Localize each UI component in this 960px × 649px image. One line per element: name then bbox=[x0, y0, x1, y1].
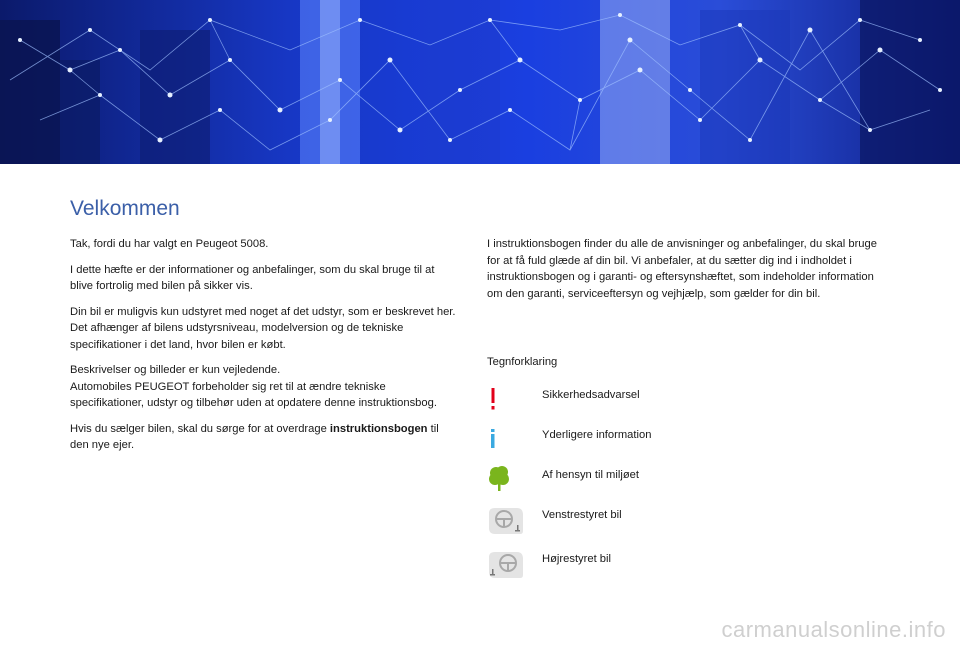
header-image bbox=[0, 0, 960, 164]
warning-exclamation-icon bbox=[487, 383, 529, 417]
tree-icon bbox=[487, 463, 529, 497]
manual-paragraph: I instruktionsbogen finder du alle de anvisninger og anbefalinger, du skal bruge for at få fuld glæde af din bil. Vi anbefaler, at du sætter dig ind i indholdet i instruktionsbogen og i garanti- og eftersynshæftet, som indeholder information om den garanti, serviceeftersyn og vejhjælp, som gælder for din bil. bbox=[487, 238, 877, 300]
legend-item-left-hand-drive bbox=[487, 503, 737, 537]
left-hand-drive-icon bbox=[487, 503, 529, 537]
resale-paragraph bbox=[70, 421, 458, 454]
legend-item-info bbox=[487, 423, 737, 457]
info-paragraph: I dette hæfte er der informationer og anbefalinger, som du skal bruge til at blive fortrolig med bilen på sikker vis. bbox=[70, 263, 435, 292]
right-hand-drive-icon bbox=[487, 547, 529, 581]
disclaimer-line-1: Beskrivelser og billeder er kun vejledende. bbox=[70, 364, 281, 376]
legend-title: Tegnforklaring bbox=[487, 356, 558, 368]
disclaimer-line-2: Automobiles PEUGEOT forbeholder sig ret til at ændre tekniske specifikationer, udstyr og tilbehør uden at opdatere denne instruktionsbog. bbox=[70, 380, 437, 409]
intro-paragraph: Tak, fordi du har valgt en Peugeot 5008. bbox=[70, 238, 269, 250]
legend-item-right-hand-drive bbox=[487, 547, 737, 581]
info-icon bbox=[487, 423, 529, 457]
watermark: carmanualsonline.info bbox=[721, 617, 946, 642]
legend-label: Sikkerhedsadvarsel bbox=[542, 389, 640, 401]
legend-label: Yderligere information bbox=[542, 429, 652, 441]
legend-label: Af hensyn til miljøet bbox=[542, 469, 639, 481]
legend-label: Venstrestyret bil bbox=[542, 509, 622, 521]
resale-text-bold: instruktionsbogen bbox=[329, 422, 428, 435]
right-column bbox=[487, 236, 877, 311]
resale-text-start: Hvis du sælger bilen, skal du sørge for at overdrage bbox=[70, 422, 330, 435]
left-column bbox=[70, 236, 458, 463]
equipment-paragraph: Din bil er muligvis kun udstyret med noget af det udstyr, som er beskrevet her. Det afhænger af bilens udstyrsniveau, modelversion og de tekniske specifikationer i det land, hvor bilen er købt. bbox=[70, 305, 456, 351]
legend-label: Højrestyret bil bbox=[542, 553, 611, 565]
legend-item-environment bbox=[487, 463, 737, 497]
resale-text-end: til den nye ejer. bbox=[70, 422, 439, 451]
legend-item-warning bbox=[487, 383, 737, 417]
disclaimer-paragraph bbox=[70, 362, 458, 412]
page-title: Velkommen bbox=[70, 197, 180, 220]
